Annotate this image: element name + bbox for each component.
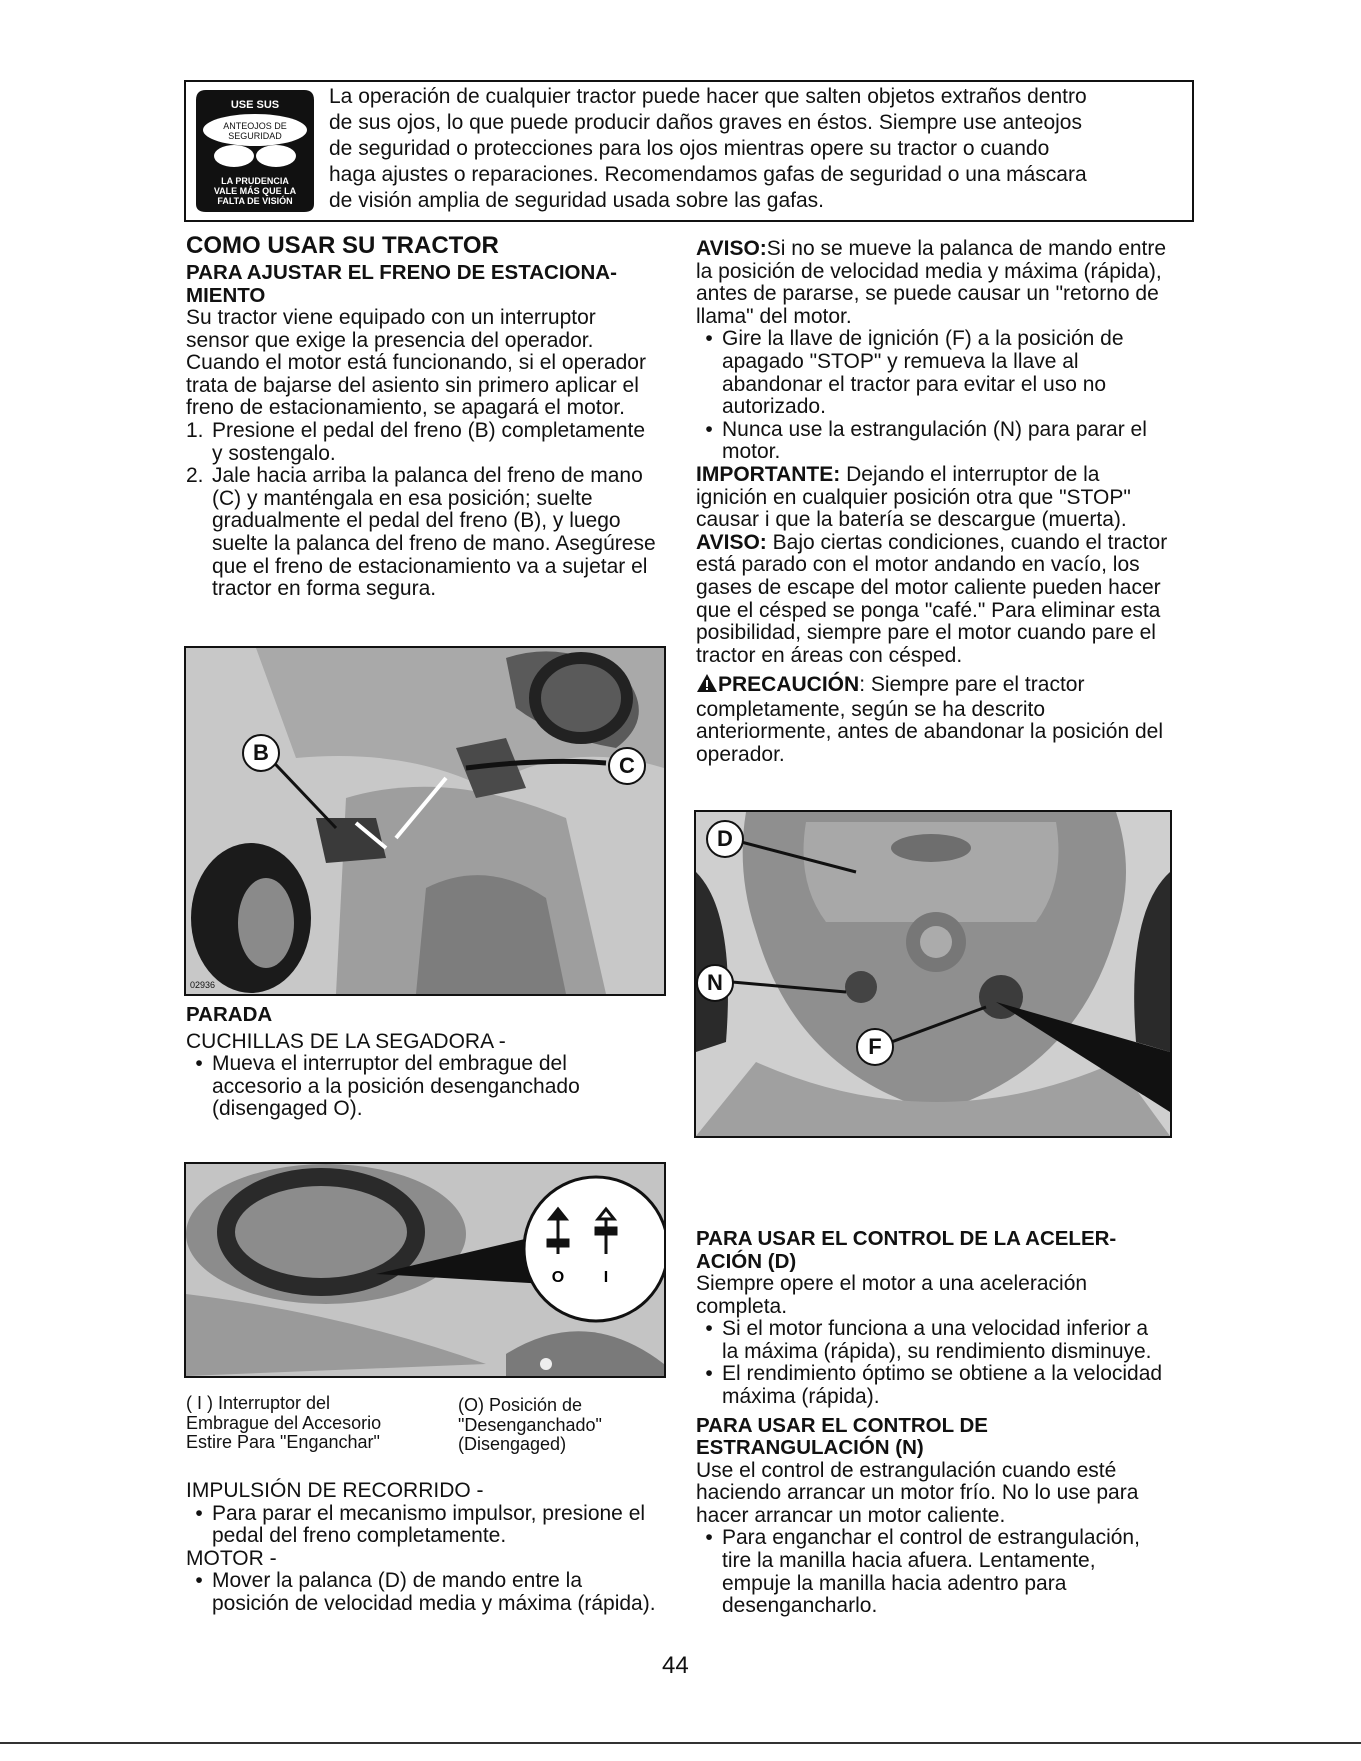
notice-label: AVISO: bbox=[696, 237, 767, 260]
bullet-text: Para enganchar el control de estrangulación, tire la manilla hacia afuera. Lentamente, empuje la manilla hacia adentro para desengancharlo. bbox=[722, 1526, 1140, 1618]
right-column bbox=[696, 238, 1168, 767]
parking-brake-intro: Su tractor viene equipado con un interruptor sensor que exige la presencia del operador. Cuando el motor está funcionando, si el operador trata de bajarse del asiento sin primero aplicar el freno de estacionamiento, se apagará el motor. bbox=[186, 306, 646, 420]
bullet-dot: • bbox=[705, 1362, 713, 1386]
bullet-text: Si el motor funciona a una velocidad inferior a la máxima (rápida), su rendimiento disminuye. bbox=[722, 1317, 1152, 1363]
caution-label: PRECAUCIÓN bbox=[718, 673, 860, 697]
left-column bbox=[186, 233, 660, 601]
bullet-dot: • bbox=[705, 417, 713, 441]
notice-label: AVISO: bbox=[696, 530, 767, 554]
caption-line: (Disengaged) bbox=[458, 1434, 567, 1454]
step-item bbox=[186, 420, 660, 465]
caption-engage bbox=[186, 1394, 426, 1453]
bullet-text: Gire la llave de ignición (F) a la posición de apagado "STOP" y remueva la llave al abandonar el tractor para evitar el uso no autorizado. bbox=[722, 327, 1124, 419]
notice-paragraph bbox=[696, 238, 1168, 328]
stop-section bbox=[186, 1004, 660, 1121]
important-text: Dejando el interruptor de la ignición en cualquier posición otra que "STOP" causar i que la batería se descargue (muerta). bbox=[696, 462, 1131, 532]
bullet-dot: • bbox=[705, 1317, 713, 1341]
warning-line: de sus ojos, lo que puede producir daños graves en éstos. Siempre use anteojos bbox=[329, 111, 1082, 134]
pto-label-i: I bbox=[603, 1269, 609, 1286]
bullet-text: Para parar el mecanismo impulsor, presione el pedal del freno completamente. bbox=[212, 1501, 646, 1548]
safety-glasses-badge bbox=[192, 86, 318, 214]
stop-heading: PARADA bbox=[186, 1003, 273, 1026]
notice-text: Si no se mueve la palanca de mando entre la posición de velocidad media y máxima (rápida), antes de pararse, se puede causar un "retorno de llama" del motor. bbox=[696, 237, 1167, 328]
step-number: 2. bbox=[186, 464, 204, 488]
motor-heading: MOTOR - bbox=[186, 1546, 277, 1570]
bullet-item bbox=[186, 1570, 660, 1615]
important-paragraph bbox=[696, 464, 1168, 532]
warning-line: La operación de cualquier tractor puede hacer que salten objetos extraños dentro bbox=[329, 85, 1087, 108]
svg-text:SEGURIDAD: SEGURIDAD bbox=[228, 131, 282, 141]
warning-line: de seguridad o protecciones para los ojos mientras opere su tractor o cuando bbox=[329, 137, 1050, 160]
bottom-rule bbox=[0, 1742, 1361, 1744]
step-text: Presione el pedal del freno (B) completamente y sostengalo. bbox=[212, 418, 646, 465]
bullet-text: Mover la palanca (D) de mando entre la posición de velocidad media y máxima (rápida). bbox=[212, 1569, 656, 1615]
bullet-dot: • bbox=[195, 1052, 203, 1076]
throttle-heading: PARA USAR EL CONTROL DE LA ACELER-ACIÓN (D) bbox=[696, 1227, 1117, 1273]
bullet-item bbox=[696, 1527, 1168, 1617]
callout-c: C bbox=[608, 747, 646, 785]
bullet-item bbox=[696, 328, 1168, 418]
safety-glasses-icon bbox=[192, 86, 318, 214]
bullet-item bbox=[186, 1503, 660, 1548]
callout-f: F bbox=[856, 1028, 894, 1066]
bullet-text: Nunca use la estrangulación (N) para parar el motor. bbox=[722, 417, 1147, 464]
bullet-dot: • bbox=[195, 1501, 203, 1525]
dashboard-figure bbox=[694, 810, 1172, 1138]
drive-heading: IMPULSIÓN DE RECORRIDO - bbox=[186, 1479, 484, 1502]
bullet-item bbox=[696, 419, 1168, 464]
pto-figure bbox=[184, 1162, 666, 1378]
step-number: 1. bbox=[186, 418, 204, 442]
notice-text: Bajo ciertas condiciones, cuando el tractor está parado con el motor andando en vacío, los gases de escape del motor caliente pueden hacer que el césped se ponga "café." Para eliminar esta posibilidad, siempre pare el motor cuando pare el tractor en áreas con césped. bbox=[696, 530, 1168, 667]
bullet-dot: • bbox=[195, 1569, 203, 1593]
bullet-item bbox=[186, 1053, 660, 1121]
choke-heading: PARA USAR EL CONTROL DE ESTRANGULACIÓN (N) bbox=[696, 1413, 988, 1460]
pto-illustration bbox=[186, 1164, 664, 1376]
svg-text:FALTA DE VISIÓN: FALTA DE VISIÓN bbox=[217, 196, 293, 206]
warning-text bbox=[329, 84, 1189, 214]
caption-line: Embrague del Accesorio bbox=[186, 1412, 382, 1433]
bullet-item bbox=[696, 1318, 1168, 1363]
warning-line: de visión amplia de seguridad usada sobre las gafas. bbox=[329, 189, 824, 212]
warning-triangle-icon bbox=[696, 673, 718, 699]
caution-text: : Siempre pare el tractor completamente, según se ha descrito anteriormente, antes de abandonar la posición del operador. bbox=[696, 673, 1163, 767]
brake-illustration bbox=[186, 648, 664, 994]
page-number: 44 bbox=[662, 1652, 689, 1679]
step-item bbox=[186, 465, 660, 601]
svg-text:VALE MÁS QUE LA: VALE MÁS QUE LA bbox=[213, 186, 297, 196]
bullet-dot: • bbox=[705, 327, 713, 351]
important-label: IMPORTANTE: bbox=[696, 462, 841, 486]
choke-text: Use el control de estrangulación cuando esté haciendo arrancar un motor frío. No lo use para hacer arrancar un motor caliente. bbox=[696, 1458, 1139, 1527]
drive-motor-section bbox=[186, 1480, 660, 1616]
figure-code: 02936 bbox=[190, 980, 216, 990]
caption-line: Estire Para "Enganchar" bbox=[186, 1432, 380, 1452]
brake-figure bbox=[184, 646, 666, 996]
caption-line: "Desenganchado" bbox=[458, 1414, 602, 1435]
svg-text:USE SUS: USE SUS bbox=[230, 99, 280, 111]
controls-section bbox=[696, 1228, 1168, 1618]
callout-d: D bbox=[706, 820, 744, 858]
safety-warning-box bbox=[184, 80, 1194, 222]
caption-line: (O) Posición de bbox=[458, 1395, 583, 1415]
parking-brake-heading: PARA AJUSTAR EL FRENO DE ESTACIONA-MIENTO bbox=[186, 261, 617, 307]
caption-disengage bbox=[458, 1396, 658, 1455]
callout-n: N bbox=[696, 964, 734, 1002]
svg-text:LA PRUDENCIA: LA PRUDENCIA bbox=[221, 176, 289, 186]
throttle-text: Siempre opere el motor a una aceleración completa. bbox=[696, 1272, 1088, 1318]
pto-label-o: O bbox=[551, 1269, 565, 1286]
warning-line: haga ajustes o reparaciones. Recomendamos gafas de seguridad o una máscara bbox=[329, 163, 1087, 186]
callout-b: B bbox=[242, 734, 280, 772]
step-text: Jale hacia arriba la palanca del freno de mano (C) y manténgala en esa posición; suelte gradualmente el pedal del freno (B), y luego suelte la palanca del freno de mano. Asegúrese que el freno de estacionamiento va a sujetar el tractor en forma segura. bbox=[212, 464, 656, 601]
caption-line: ( I ) Interruptor del bbox=[186, 1393, 331, 1413]
bullet-text: Mueva el interruptor del embrague del accesorio a la posición desenganchado (disengaged O). bbox=[212, 1052, 580, 1121]
dashboard-illustration bbox=[696, 812, 1170, 1136]
svg-text:ANTEOJOS DE: ANTEOJOS DE bbox=[223, 121, 287, 131]
blades-heading: CUCHILLAS DE LA SEGADORA - bbox=[186, 1029, 506, 1053]
notice-paragraph bbox=[696, 532, 1168, 668]
bullet-dot: • bbox=[705, 1526, 713, 1550]
bullet-item bbox=[696, 1363, 1168, 1408]
section-title: COMO USAR SU TRACTOR bbox=[186, 232, 499, 259]
bullet-text: El rendimiento óptimo se obtiene a la velocidad máxima (rápida). bbox=[722, 1362, 1163, 1408]
caution-paragraph bbox=[696, 673, 1168, 766]
